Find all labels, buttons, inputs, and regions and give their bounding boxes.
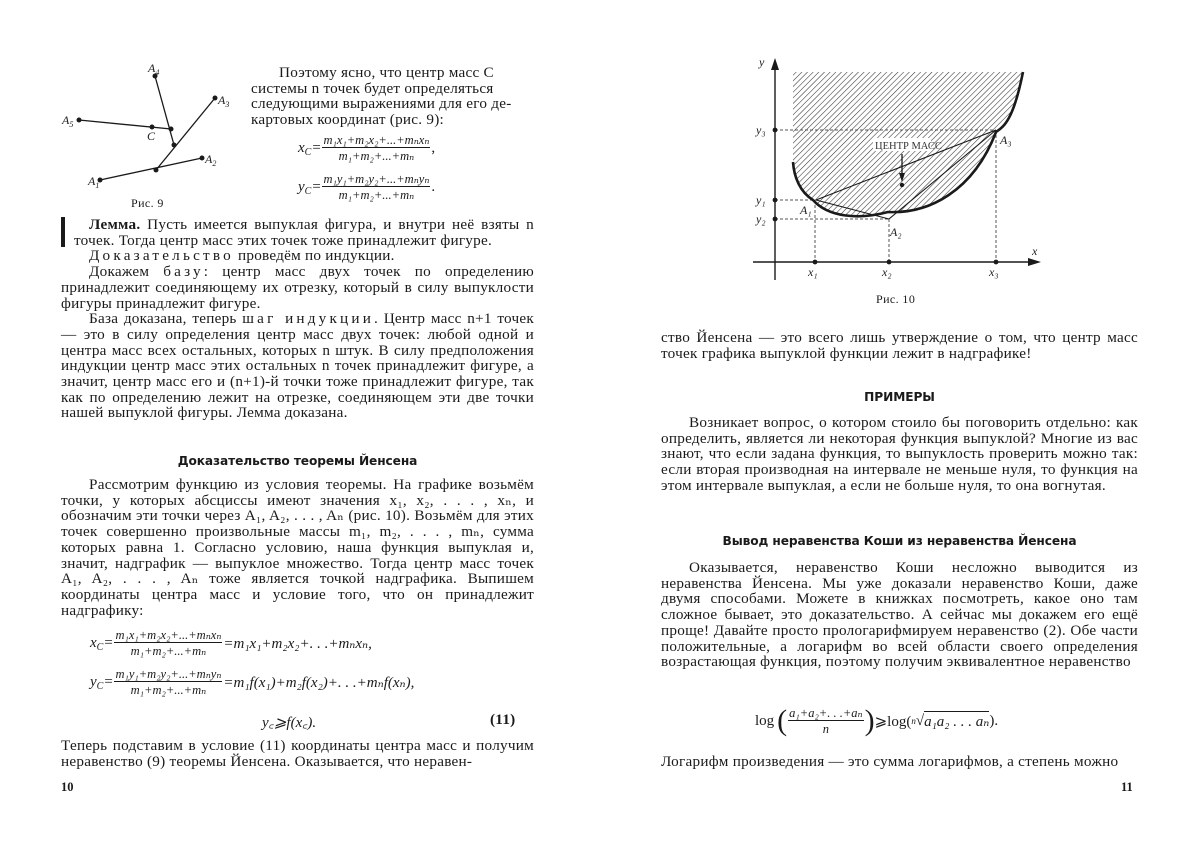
- tick-y2: [773, 217, 778, 222]
- formula-yc-numerator: m₁y₁+m₂y₂+...+mₙyₙ: [323, 172, 430, 186]
- point-a2: [200, 156, 205, 161]
- point-mid3: [154, 168, 159, 173]
- y-axis-arrow: [771, 58, 779, 70]
- lemma-text: Пусть имеется выпуклая фигура, и внутри неё взяты n точек. Тогда центр масс этих точек тоже принадлежит фигуре.: [74, 216, 534, 249]
- formula-11-number: (11): [490, 711, 516, 728]
- log-inequality-formula: log ( $\frac{\text{a₁+a₂+. . .+aₙ}}{n}$ ) ⩾log( n √ a₁a₂ . . . aₙ ).: [755, 704, 999, 737]
- tick-label-x3: x₃: [989, 265, 999, 279]
- label-a2: $A_2$: [205, 152, 217, 168]
- formula-xc2-rhs: =m₁x₁+m₂x₂+. . .+mₙxₙ,: [223, 635, 372, 652]
- section-heading-cauchy: Вывод неравенства Коши из неравенства Йенсена: [722, 534, 1077, 548]
- formula-yc-lhs: $y_C=$: [298, 178, 322, 197]
- tick-x3: [994, 260, 999, 265]
- segment-a1-a2: [100, 158, 202, 180]
- point-label-a2: A₂: [890, 225, 902, 239]
- formula-yc2-denominator: m₁+m₂+...+mₙ: [130, 683, 207, 697]
- step-paragraph: База доказана, теперь шаг индукции. Центр масс n+1 точек — это в силу определения центр масс двух точек: любой одной и центра масс всех остальных, которых n штук. В силу предположения индукции центр масс этих остальных n точек принадлежит фигуре, а значит, центр масс его и (n+1)-й точки тоже принадлежит фигуре, так как по определению лежит на отрезке, соединяющем эти две точки нашей выпуклой фигуры. Лемма доказана.: [61, 310, 534, 422]
- section-paragraph: Рассмотрим функцию из условия теоремы. На графике возьмём точки, у которых абсциссы имеют значения x₁, x₂, . . . , xₙ, и обозначим эти точки через A₁, A₂, . . . , Aₙ (рис. 10). Возьмём для этих точек совершенно произвольные массы m₁, m₂, . . . , mₙ, сумма которых равна 1. Согласно условию, наша функция выпуклая и, значит, надграфик — выпуклое множество. Тогда центр масс точек A₁, A₂, . . . , Aₙ тоже является точкой надграфика. Выпишем координаты центра масс и условие того, что он принадлежит надграфику:: [61, 476, 534, 619]
- intro-line-1: Поэтому ясно, что центр масс C: [279, 64, 494, 81]
- tick-y3: [773, 128, 778, 133]
- right-paren: ): [864, 704, 875, 737]
- point-a3: [213, 96, 218, 101]
- formula-xc-expanded: [90, 628, 372, 658]
- root-sign: √: [915, 712, 925, 729]
- formula-xc2-numerator: m₁x₁+m₂x₂+...+mₙxₙ: [115, 628, 222, 642]
- formula-xc: [298, 133, 435, 163]
- intro-paragraph: [251, 65, 534, 128]
- axis-label-x: x: [1032, 244, 1038, 258]
- section-heading-examples: ПРИМЕРЫ: [864, 390, 935, 404]
- log-fraction-numerator: a₁+a₂+. . .+aₙ: [789, 706, 863, 720]
- lemma-block: [61, 217, 534, 421]
- lemma-paragraph: [61, 217, 534, 248]
- log-rhs: ⩾log(: [874, 713, 912, 730]
- formula-yc-fraction: [322, 172, 430, 202]
- section-heading-jensen-proof: Доказательство теоремы Йенсена: [177, 454, 418, 468]
- intro-line-4: картовых координат (рис. 9):: [251, 111, 445, 129]
- center-mass-point: [900, 183, 904, 187]
- formula-xc-tail: ,: [431, 139, 436, 156]
- center-mass-label: ЦЕНТР МАСС: [875, 141, 942, 152]
- log-label: log: [755, 712, 775, 729]
- formula-yc2-fraction: [114, 667, 222, 697]
- log-close: ).: [989, 712, 999, 729]
- formula-xc2-lhs: $x_C=$: [90, 634, 114, 653]
- log-fraction-denominator: n: [822, 722, 830, 736]
- tick-label-x2: x₂: [882, 265, 892, 279]
- point-a5: [77, 118, 82, 123]
- figure-9-caption: Рис. 9: [131, 196, 164, 210]
- figure-9-diagram: [60, 60, 230, 190]
- figure-10-diagram: [748, 52, 1048, 287]
- tick-label-y3: y₃: [756, 123, 766, 137]
- axis-label-y: y: [759, 55, 765, 69]
- page-number-left: 10: [61, 780, 74, 794]
- left-paren: (: [777, 704, 788, 737]
- formula-xc-denominator: m₁+m₂+...+mₙ: [338, 149, 415, 163]
- lemma-title: Лемма.: [89, 216, 141, 233]
- tick-label-y2: y₂: [756, 212, 766, 226]
- label-a4: $A_4$: [148, 61, 160, 77]
- point-label-a3: A₃: [1000, 133, 1012, 147]
- label-a5: $A_5$: [62, 113, 74, 129]
- label-a1: $A_1$: [88, 174, 100, 190]
- page-number-right: 11: [1121, 780, 1133, 794]
- base-paragraph: Докажем базу: центр масс двух точек по определению принадлежит соединяющему их отрезку, который в силу выпуклости фигуры принадлежит фигуре.: [61, 263, 534, 312]
- tick-x1: [813, 260, 818, 265]
- examples-paragraph: Возникает вопрос, о котором стоило бы поговорить отдельно: как определить, является ли некоторая функция выпуклой? Многие из вас знают, что если задана функция, то выпуклость проверить можно так: если вторая производная на интервале не меньше нуля, то функция на этом интервале выпуклая, а если не больше нуля, то она вогнутая.: [661, 414, 1138, 494]
- proof-intro: Доказательство проведём по индукции.: [89, 247, 395, 265]
- formula-yc2-numerator: m₁y₁+m₂y₂+...+mₙyₙ: [115, 667, 222, 681]
- tick-y1: [773, 198, 778, 203]
- formula-xc2-denominator: m₁+m₂+...+mₙ: [130, 644, 207, 658]
- formula-yc-expanded: [90, 667, 414, 697]
- intro-line-2: системы n точек будет определяться: [251, 79, 494, 97]
- formula-xc2-fraction: [114, 628, 222, 658]
- continued-paragraph: ство Йенсена — это всего лишь утверждение о том, что центр масс точек графика выпуклой функции лежит в надграфике!: [661, 329, 1138, 362]
- figure-10-caption: Рис. 10: [876, 292, 916, 306]
- label-a3: $A_3$: [218, 93, 230, 109]
- formula-yc: [298, 172, 435, 202]
- tick-label-x1: x₁: [808, 265, 818, 279]
- formula-xc-numerator: m₁x₁+m₂x₂+...+mₙxₙ: [323, 133, 430, 147]
- label-c: C: [147, 129, 156, 143]
- formula-yc2-lhs: $y_C=$: [90, 673, 114, 692]
- formula-yc-denominator: m₁+m₂+...+mₙ: [338, 188, 415, 202]
- formula-yc-tail: .: [431, 178, 436, 195]
- formula-yc2-rhs: =m₁f(x₁)+m₂f(x₂)+. . .+mₙf(xₙ),: [223, 674, 415, 691]
- point-mid2: [172, 143, 177, 148]
- point-label-a1: A₁: [800, 203, 812, 217]
- formula-xc-lhs: $x_C=$: [298, 139, 322, 158]
- x-axis-arrow: [1028, 258, 1041, 266]
- log-fraction: [788, 706, 863, 736]
- segment-a5-c: [79, 120, 171, 129]
- formula-xc-fraction: [322, 133, 430, 163]
- segment-a4: [155, 76, 174, 145]
- radicand: a₁a₂ . . . aₙ: [924, 711, 989, 731]
- closing-paragraph: Теперь подставим в условие (11) координаты центра масс и получим неравенство (9) теоремы Йенсена. Оказывается, что неравен-: [61, 737, 534, 770]
- tick-label-y1: y₁: [756, 193, 766, 207]
- point-mid1: [169, 127, 174, 132]
- tick-x2: [887, 260, 892, 265]
- cauchy-paragraph: Оказывается, неравенство Коши несложно выводится из неравенства Йенсена. Мы уже доказали неравенство Коши, даже двумя способами. Можете в книжках посмотреть, какое оно там сложное бывает, это доказательство. А сейчас мы докажем его ещё проще! Давайте просто прологарифмируем неравенство (2). Обе части положительные, а логарифм во всей области своего определения возрастающая функция, поэтому получим эквивалентное неравенство: [661, 559, 1138, 671]
- formula-11: y꜀⩾f(x꜀).: [262, 715, 317, 731]
- last-line: Логарифм произведения — это сумма логарифмов, а степень можно: [661, 753, 1119, 770]
- intro-line-3: следующими выражениями для его де-: [251, 95, 512, 113]
